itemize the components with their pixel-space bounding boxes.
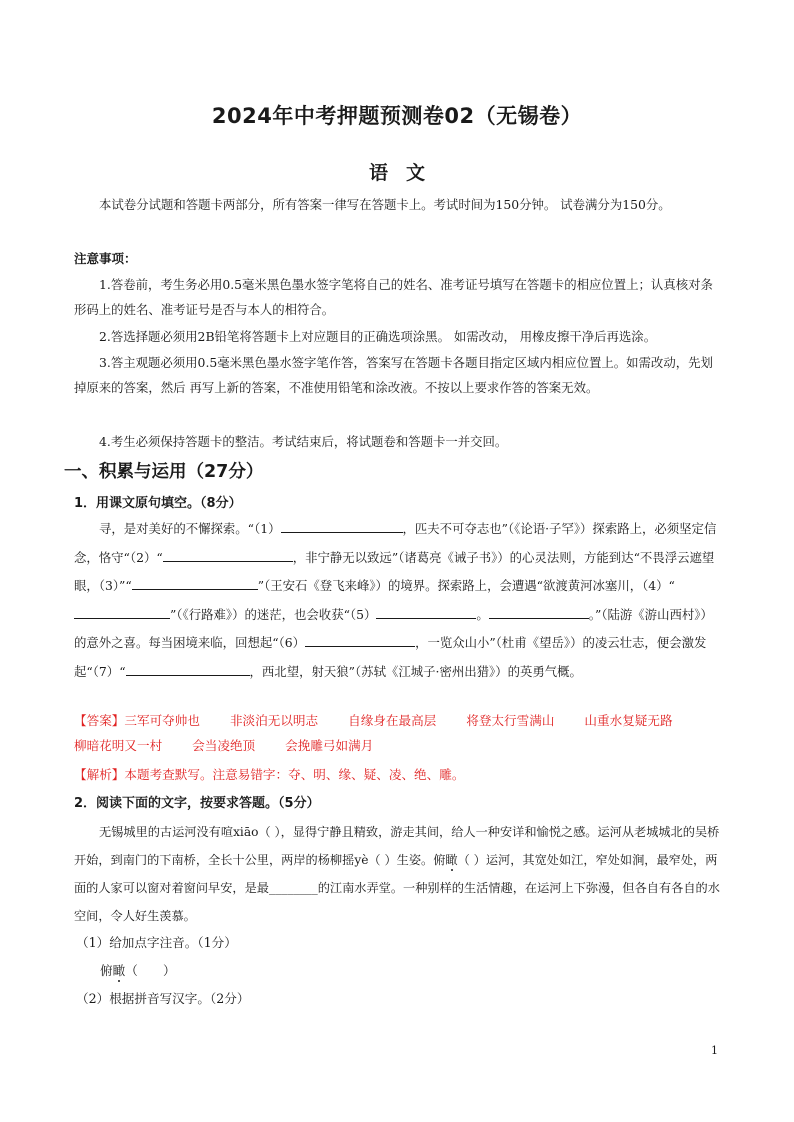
dotted-character: 瞰 (445, 853, 458, 867)
analysis-label: 【解析】 (74, 767, 125, 782)
answer-item: 将登太行雪满山 (466, 713, 555, 728)
sub-question-1: （1）给加点字注音。（1分） (76, 935, 237, 950)
answer-item: 柳暗花明又一村 (74, 738, 163, 753)
q1-text-2: ，匹夫不可夺志也”（《论语·子罕》）探索路上，必须坚定信念，恪守“（2）“ (74, 521, 717, 565)
q1-text-6: 。 (476, 606, 489, 622)
passage-text-c: （ ）生姿。俯 (368, 853, 446, 867)
q1-text-9: ，西北望，射天狼”（苏轼《江城子·密州出猎》）的英勇气概。 (249, 663, 582, 679)
question-1-answer (74, 708, 734, 758)
q1-text-4: ”（王安石《登飞来峰》）的境界。探索路上，会遭遇“欲渡黄河冰塞川，（4）“ (257, 578, 675, 593)
word-char-a: 俯 (100, 963, 113, 978)
q1-text-7: 。”（陆游《游山西村》）的意外之喜。每当困境来临，回想起“（6） (74, 606, 713, 650)
q1-text-8: ，一览众山小”（杜甫《望岳》）的凌云壮志，便会激发起“（7）“ (74, 635, 707, 679)
answer-item: 会当凌绝顶 (192, 738, 256, 753)
answer-item: 山重水复疑无路 (584, 713, 673, 728)
intro-paragraph: 本试卷分试题和答题卡两部分，所有答案一律写在答题卡上。考试时间为150分钟。 试卷满分为150分。 (99, 197, 671, 212)
blank-2[interactable] (163, 548, 293, 562)
subject-char-1: 语 (368, 162, 388, 184)
answer-paren[interactable]: （ ） (125, 963, 176, 978)
passage-text-a: 无锡城里的古运河没有喧 (99, 825, 234, 839)
page-title: 2024年中考押题预测卷02（无锡卷） (211, 104, 583, 128)
answer-item: 会挽雕弓如满月 (285, 738, 374, 753)
q1-text-5: ”（《行路难》）的迷茫，也会收获“（5） (170, 606, 377, 622)
q1-text-3: ，非宁静无以致远”（诸葛亮《诫子书》）的心灵法则，方能到达“不畏浮云遮望眼，（3）”“ (74, 549, 715, 593)
answer-label: 【答案】 (74, 713, 125, 728)
word-char-b: 瞰 (112, 963, 126, 978)
page-number: 1 (711, 1044, 718, 1057)
blank-7[interactable] (126, 662, 250, 676)
answer-item: 自缘身在最高层 (348, 713, 437, 728)
subject-heading (0, 158, 794, 185)
question-1-heading: 1．用课文原句填空。（8分） (74, 496, 242, 511)
notice-4: 4.考生必须保持答题卡的整洁。考试结束后，将试题卷和答题卡一并交回。 (99, 434, 508, 449)
blank-1[interactable] (281, 519, 403, 533)
question-2-heading: 2．阅读下面的文字，按要求答题。（5分） (74, 796, 320, 811)
subject-char-2: 文 (406, 162, 426, 184)
sub-question-1-item (100, 960, 176, 979)
answer-item: 非淡泊无以明志 (229, 713, 319, 728)
pinyin-ye: yè (354, 853, 369, 867)
analysis-text: 本题考查默写。注意易错字：夺、明、缘、疑、凌、绝、雕。 (124, 767, 465, 782)
section-heading: 一、积累与运用（27分） (64, 462, 264, 482)
blank-5a[interactable] (376, 605, 476, 619)
notice-label: 注意事项： (74, 251, 137, 266)
passage-text-d: （ ）运河，其宽处如江，窄处如涧，最窄处，两面的人家可以窗对着窗问早安，是最________的江南水弄堂。一种别样的生活情趣，在运河上下弥漫，但各自有各自的水空间，令人好生羡慕。 (74, 853, 720, 923)
blank-4[interactable] (74, 605, 170, 619)
blank-5b[interactable] (489, 605, 589, 619)
passage-text-b: （ ），显得宁静且精致，游走其间，给人一种安详和愉悦之感。运河从老城城北的吴桥开始，到南门的下南桥，全长十公里，两岸的杨柳摇 (74, 825, 720, 867)
notice-2: 2.答选择题必须用2B铅笔将答题卡上对应题目的正确选项涂黑。 如需改动， 用橡皮擦干净后再选涂。 (99, 329, 657, 344)
question-1-analysis (74, 762, 734, 787)
blank-6[interactable] (305, 633, 415, 647)
sub-question-2: （2）根据拼音写汉字。（2分） (76, 991, 250, 1006)
question-2-passage (74, 818, 722, 930)
pinyin-xiao: xiāo (233, 825, 259, 839)
question-1-text (74, 515, 722, 686)
q1-text-1: 寻，是对美好的不懈探索。“（1） (99, 521, 281, 536)
notice-1: 1.答卷前，考生务必用0.5毫米黑色墨水签字笔将自己的姓名、准考证号填写在答题卡的相应位置上；认真核对条形码上的姓名、准考证号是否与本人的相符合。 (74, 277, 713, 317)
answer-item: 三军可夺帅也 (124, 713, 200, 728)
blank-3[interactable] (132, 576, 258, 590)
notice-3: 3.答主观题必须用0.5毫米黑色墨水签字笔作答，答案写在答题卡各题目指定区域内相应位置上。如需改动，先划掉原来的答案，然后 再写上新的答案，不准使用铅笔和涂改液。不按以上要求作答的答案无效。 (74, 355, 713, 395)
